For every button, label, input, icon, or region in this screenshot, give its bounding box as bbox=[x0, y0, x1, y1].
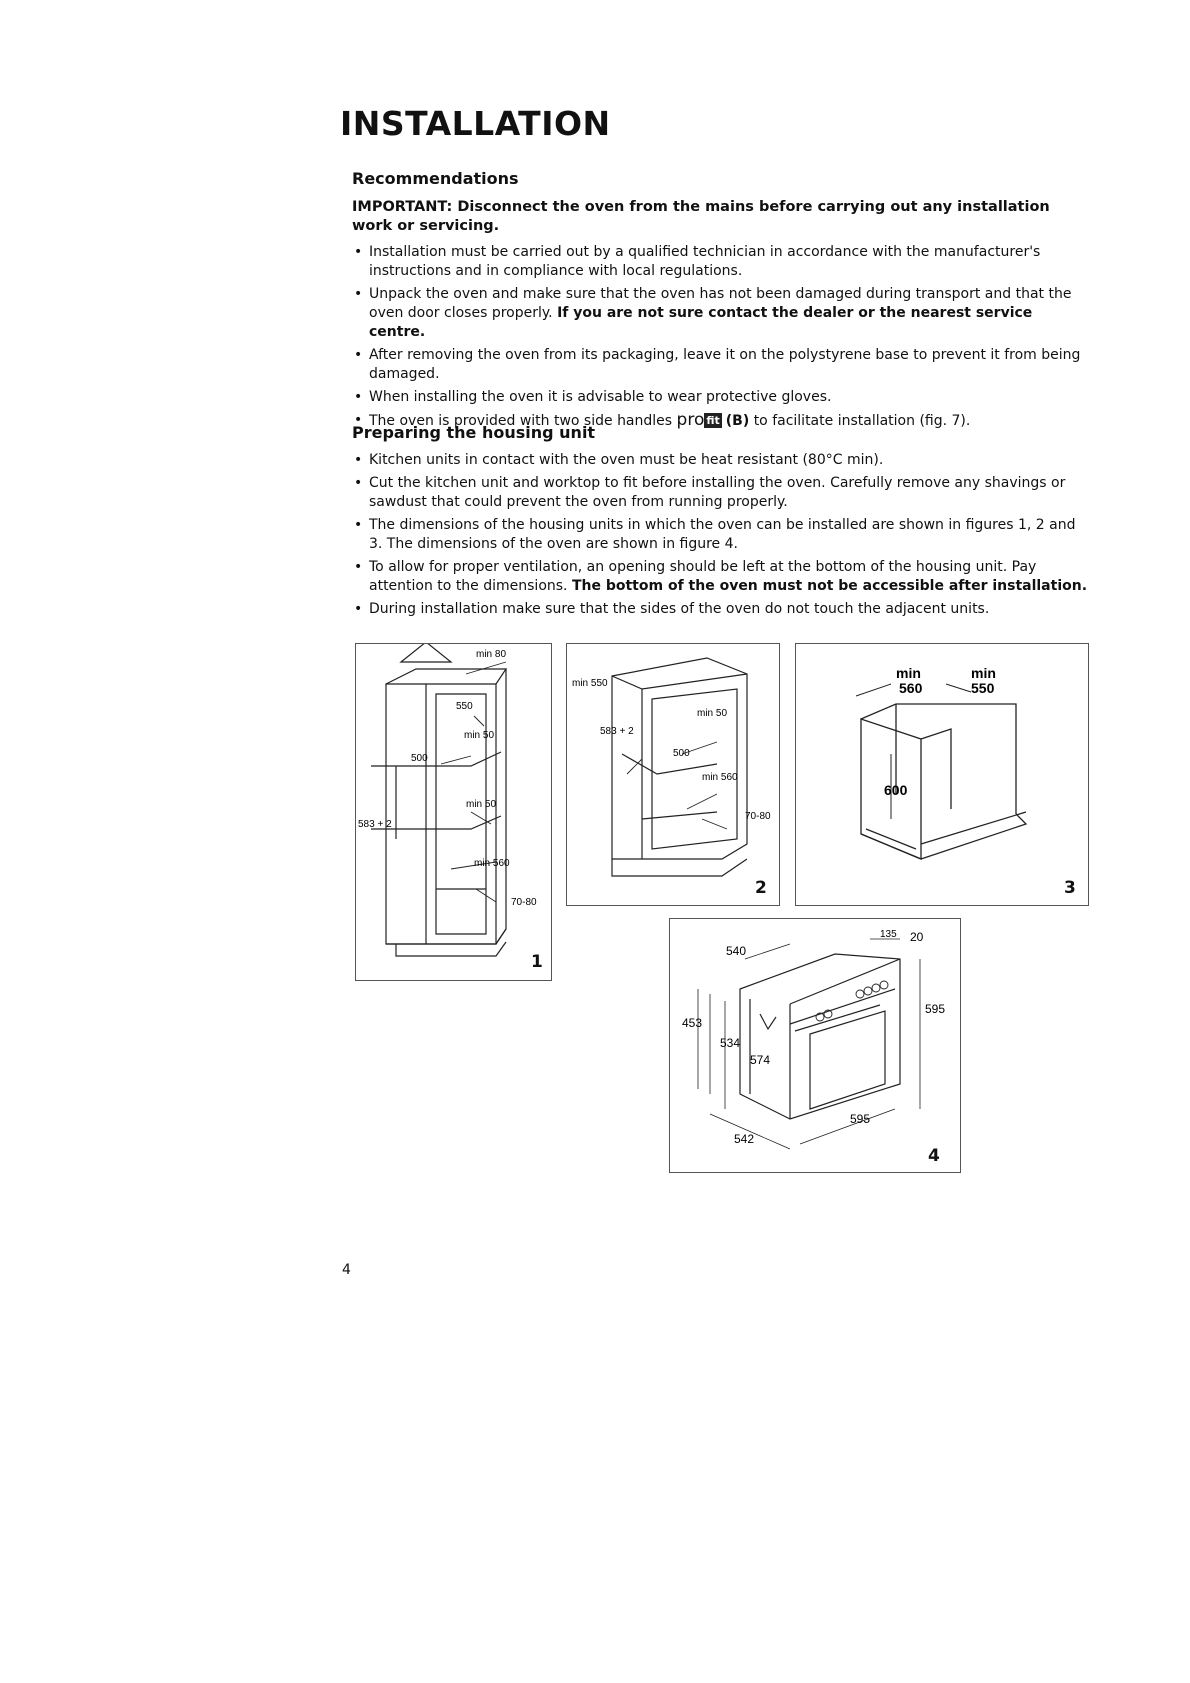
figure-3-number: 3 bbox=[1064, 878, 1076, 898]
profit-logo: pro fit bbox=[676, 410, 720, 430]
preparing-list bbox=[352, 451, 1090, 623]
figure-2-drawing bbox=[567, 644, 779, 905]
fig4-label-135: 135 bbox=[880, 929, 897, 940]
fig4-label-534: 534 bbox=[720, 1036, 741, 1050]
fig2-label-500: 500 bbox=[673, 748, 690, 759]
fig1-label-min80: min 80 bbox=[476, 649, 507, 660]
preparing-heading: Preparing the housing unit bbox=[352, 423, 596, 442]
important-warning: IMPORTANT: Disconnect the oven from the mains before carrying out any installation work or servicing. bbox=[352, 199, 1050, 234]
figure-3-drawing bbox=[796, 644, 1088, 905]
list-item: • The oven is provided with two side handles pro fit (B) to facilitate installation (fig. 7). bbox=[352, 411, 1090, 431]
fig4-label-540: 540 bbox=[726, 944, 747, 958]
fig2-label-min50: min 50 bbox=[697, 708, 728, 719]
list-item: • After removing the oven from its packaging, leave it on the polystyrene base to prevent it from being damaged. bbox=[352, 346, 1090, 384]
figure-1-number: 1 bbox=[531, 952, 543, 972]
fig2-label-583: 583 + 2 bbox=[600, 726, 634, 737]
figure-1-drawing bbox=[356, 644, 551, 980]
recommendations-heading: Recommendations bbox=[352, 169, 519, 188]
fig2-label-7080: 70-80 bbox=[745, 811, 771, 822]
page-title: INSTALLATION bbox=[340, 104, 611, 143]
list-item: • Kitchen units in contact with the oven must be heat resistant (80°C min). bbox=[352, 451, 1090, 470]
list-item: • Installation must be carried out by a qualified technician in accordance with the manufacturer's instructions and in compliance with local regulations. bbox=[352, 243, 1090, 281]
fig1-label-min50b: min 50 bbox=[466, 799, 497, 810]
fig3-label-min-b: min bbox=[971, 665, 996, 681]
fig3-label-600: 600 bbox=[884, 782, 908, 798]
fig4-label-574: 574 bbox=[750, 1053, 771, 1067]
list-item: • During installation make sure that the sides of the oven do not touch the adjacent units. bbox=[352, 600, 1090, 619]
figure-1-tall-housing bbox=[355, 643, 552, 981]
fig1-label-550: 550 bbox=[456, 701, 473, 712]
dealer-contact-note: If you are not sure contact the dealer or the nearest service centre. bbox=[369, 305, 1033, 340]
list-item: • When installing the oven it is advisable to wear protective gloves. bbox=[352, 388, 1090, 407]
page-number: 4 bbox=[342, 1262, 351, 1278]
figure-2-number: 2 bbox=[755, 878, 767, 898]
figure-4-drawing bbox=[670, 919, 960, 1172]
fig4-label-595a: 595 bbox=[925, 1002, 946, 1016]
fig1-label-583: 583 + 2 bbox=[358, 819, 392, 830]
fig3-label-550: 550 bbox=[971, 680, 995, 696]
figure-4-number: 4 bbox=[928, 1146, 940, 1166]
fig2-label-min560: min 560 bbox=[702, 772, 738, 783]
figure-3-corner-housing bbox=[795, 643, 1089, 906]
fig1-label-500: 500 bbox=[411, 753, 428, 764]
recommendations-list bbox=[352, 243, 1090, 435]
figure-4-oven-dimensions bbox=[669, 918, 961, 1173]
fig4-label-595b: 595 bbox=[850, 1112, 871, 1126]
fig1-label-min560: min 560 bbox=[474, 858, 510, 869]
fig4-label-453: 453 bbox=[682, 1016, 703, 1030]
fig1-label-min50a: min 50 bbox=[464, 730, 495, 741]
fig3-label-560: 560 bbox=[899, 680, 923, 696]
list-item: • Cut the kitchen unit and worktop to fit before installing the oven. Carefully remove any shavings or sawdust that could prevent the oven from running properly. bbox=[352, 474, 1090, 512]
fig2-label-min550: min 550 bbox=[572, 678, 608, 689]
fig3-label-min-a: min bbox=[896, 665, 921, 681]
figure-2-undercounter-housing bbox=[566, 643, 780, 906]
fig1-label-7080: 70-80 bbox=[511, 897, 537, 908]
list-item: • To allow for proper ventilation, an opening should be left at the bottom of the housing unit. Pay attention to the dimensions. The bottom of the oven must not be accessible after installation. bbox=[352, 558, 1090, 596]
bottom-access-note: The bottom of the oven must not be accessible after installation. bbox=[571, 578, 1088, 594]
list-item: • The dimensions of the housing units in which the oven can be installed are shown in figures 1, 2 and 3. The dimensions of the oven are shown in figure 4. bbox=[352, 516, 1090, 554]
fig4-label-542: 542 bbox=[734, 1132, 755, 1146]
list-item: • Unpack the oven and make sure that the oven has not been damaged during transport and that the oven door closes properly. If you are not sure contact the dealer or the nearest service centre. bbox=[352, 285, 1090, 342]
fig4-label-20: 20 bbox=[910, 930, 924, 944]
